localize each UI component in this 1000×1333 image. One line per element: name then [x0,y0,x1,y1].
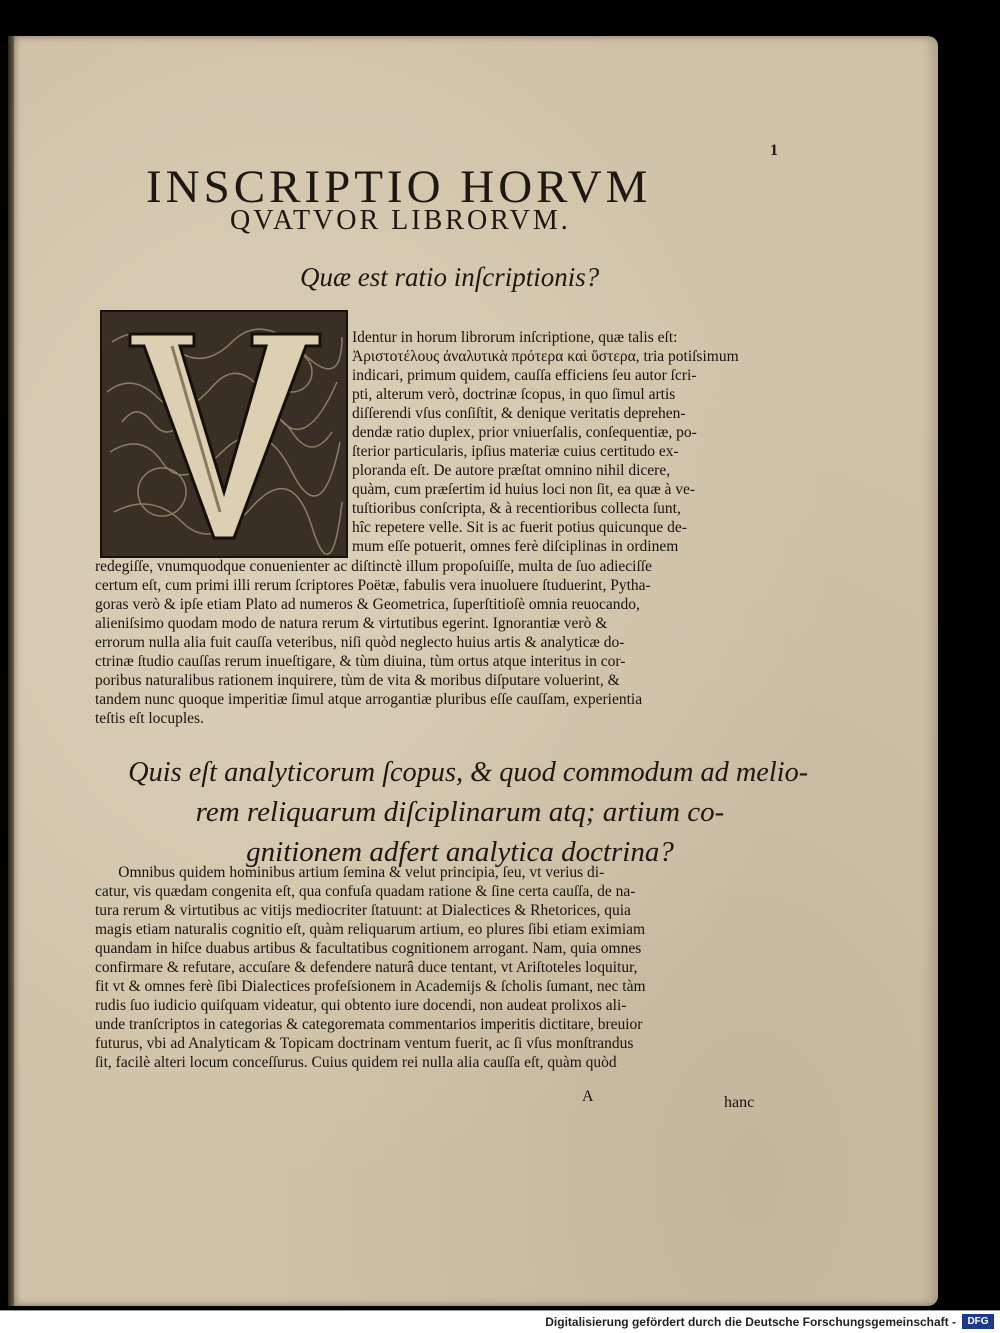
dfg-logo[interactable]: DFG [962,1314,994,1329]
text-line: indicari, primum quidem, cauſſa efficiens ſeu autor ſcri- [352,367,697,384]
text-line: poribus naturalibus rationem inquirere, tùm de vita & moribus diſputare voluerint, & [95,672,620,689]
text-line: ſterior particularis, ipſius materiæ cuius certitudo ex- [352,443,679,460]
funding-notice: Digitalisierung gefördert durch die Deutsche Forschungsgemeinschaft - [545,1315,956,1329]
text-line: ctrinæ ſtudio cauſſas rerum inueſtigare, & tùm diuina, tùm ortus atque interitus in cor- [95,653,626,670]
text-line: Omnibus quidem hominibus artium ſemina & velut principia, ſeu, vt verius di- [95,864,605,881]
heading-line: rem reliquarum diſciplinarum atq; artium co- [195,796,725,828]
text-line: Ἀριστοτέλους ἀναλυτικὰ πρότερα καὶ ὕστερα, tria potiſsimum [352,348,739,365]
page-gutter [8,36,14,1306]
heading-line: Quis eſt analyticorum ſcopus, & quod commodum ad melio- [128,756,809,788]
text-line: Identur in horum librorum inſcriptione, quæ talis eſt: [352,329,678,346]
text-line: rudis ſuo iudicio quiſquam videatur, qui obtento iure docendi, non audeat prolixos ali- [95,997,627,1014]
text-line: teſtis eſt locuples. [95,710,204,727]
text-line: goras verò & ipſe etiam Plato ad numeros & Geometrica, ſuperſtitioſè omnia reuocando, [95,596,640,613]
text-line: quandam in hiſce duabus artibus & facultatibus cognitionem arrogant. Nam, quia omnes [95,940,642,957]
text-line: mum eſſe potuerit, omnes ferè diſciplinas in ordinem [352,538,679,555]
text-line: tandem nunc quoque imperitiæ ſimul atque arrogantiæ pluribus eſſe cauſſam, experientia [95,691,643,708]
decorated-initial-letter [100,310,348,558]
text-line: hîc repetere velle. Sit is ac fuerit potius quicunque de- [352,519,687,536]
text-line: confirmare & refutare, accuſare & defendere naturâ duce tentant, vt Ariſtoteles loquitur, [95,959,638,976]
footer-bar [0,1310,1000,1333]
page-subtitle: QVATVOR LIBRORVM. [230,205,571,236]
paragraph-2 [95,863,646,1072]
text-line: dendæ ratio duplex, prior vniuerſalis, conſequentiæ, po- [352,424,697,441]
paragraph-1-right-column [352,328,739,556]
section-heading-2 [120,752,809,872]
text-line: diſſerendi vſus conſiſtit, & denique veritatis deprehen- [352,405,686,422]
page-title: INSCRIPTIO HORVM [146,161,652,213]
text-line: ploranda eſt. De autore præſtat omnino nihil dicere, [352,462,671,479]
text-line: catur, vis quædam congenita eſt, qua confuſa quadam ratione & ſine certa cauſſa, de na- [95,883,636,900]
heading-line: gnitionem adfert analytica doctrina? [246,836,674,868]
text-line: magis etiam naturalis cognitio eſt, quàm reliquarum artium, eo plures ſibi etiam eximiam [95,921,646,938]
text-line: futurus, vbi ad Analyticam & Topicam doctrinam ventum fuerit, ac ſi vſus monſtrandus [95,1035,634,1052]
catchword: hanc [724,1094,755,1111]
text-line: tuſtioribus conſcripta, & à recentioribus collecta ſunt, [352,500,681,517]
page-number: 1 [770,142,778,159]
text-line: unde tranſcriptos in categorias & categoremata commentarios imperitis dictitare, breuior [95,1016,643,1033]
text-line: tura rerum & virtutibus ac vitijs mediocriter ſtatuunt: at Dialectices & Rhetorices, quia [95,902,631,919]
text-line: quàm, cum præſertim id huius loci non ſit, ea quæ à ve- [352,481,696,498]
signature-mark: A [582,1088,594,1105]
text-line: alieniſsimo quodam modo de natura rerum & virtutibus egerint. Ignorantiæ verò & [95,615,608,632]
text-line: errorum nulla alia fuit cauſſa veteribus, niſi quòd neglecto huius artis & analyticæ do- [95,634,625,651]
text-line: fit vt & omnes ferè ſibi Dialectices profeſsionem in Academijs & ſcholis ſumant, nec tàm [95,978,646,995]
text-line: redegiſſe, vnumquodque conuenienter ac diſtinctè illum propoſuiſſe, multa de ſuo adieciſſe [95,558,652,575]
text-line: ſit, facilè alteri locum conceſſurus. Cuius quidem rei nulla alia cauſſa eſt, quàm quòd [95,1054,617,1071]
text-line: certum eſt, cum primi illi rerum ſcriptores Poëtæ, fabulis vera inuoluere ſtuduerint, Pytha- [95,577,651,594]
paragraph-1-full-width [95,557,652,728]
text-line: pti, alterum verò, doctrinæ ſcopus, in quo ſimul artis [352,386,676,403]
section-heading-1: Quæ est ratio inſcriptionis? [300,262,600,292]
